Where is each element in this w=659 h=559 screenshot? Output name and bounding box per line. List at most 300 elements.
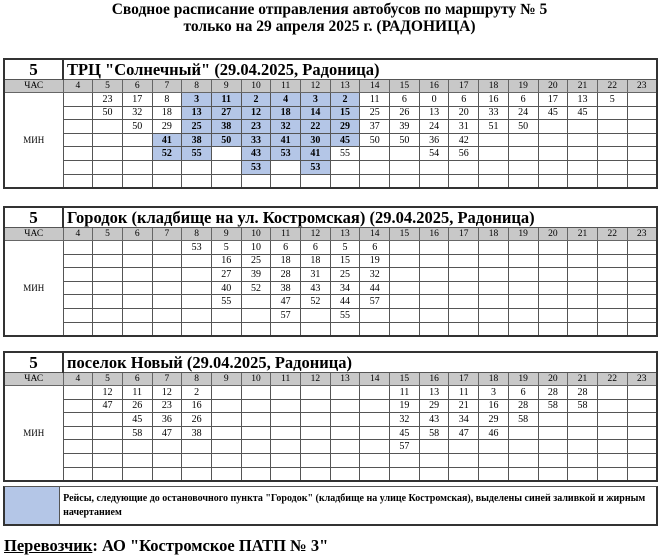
minute-cell: [390, 308, 420, 322]
hour-cell: 9: [211, 373, 241, 386]
hour-cell: 21: [568, 373, 598, 386]
minute-cell: [449, 440, 479, 454]
minute-cell: [93, 241, 123, 255]
minute-cell: 33: [241, 133, 271, 147]
minute-cell: 11: [360, 93, 390, 107]
minute-cell: [152, 440, 182, 454]
minute-cell: [330, 322, 360, 336]
minute-cell: 45: [568, 106, 598, 120]
hour-cell: 11: [271, 373, 301, 386]
minute-cell: [568, 440, 598, 454]
minute-cell: 47: [271, 295, 301, 309]
minute-cell: 38: [271, 281, 301, 295]
minute-cell: [479, 254, 509, 268]
minute-cell: [122, 440, 152, 454]
minutes-row: [4, 453, 657, 467]
minute-cell: [597, 120, 627, 134]
minute-cell: [93, 322, 123, 336]
minute-cell: 30: [301, 133, 331, 147]
minute-cell: [152, 295, 182, 309]
minute-cell: 25: [241, 254, 271, 268]
hour-cell: 18: [479, 373, 509, 386]
minute-cell: 29: [330, 120, 360, 134]
hour-label: ЧАС: [4, 373, 63, 386]
minute-cell: [301, 440, 331, 454]
hour-cell: 13: [330, 373, 360, 386]
minute-cell: [597, 426, 627, 440]
minute-cell: 58: [568, 399, 598, 413]
minute-cell: [271, 174, 301, 188]
minute-cell: [182, 281, 212, 295]
minute-cell: [419, 467, 449, 481]
minute-cell: 31: [301, 268, 331, 282]
minute-cell: [627, 93, 657, 107]
minute-cell: [182, 254, 212, 268]
minute-cell: [93, 281, 123, 295]
minute-cell: 2: [330, 93, 360, 107]
minute-cell: [627, 322, 657, 336]
minute-cell: [241, 322, 271, 336]
hour-cell: 5: [93, 80, 123, 93]
minute-cell: [508, 174, 538, 188]
hour-cell: 20: [538, 80, 568, 93]
minute-cell: [122, 254, 152, 268]
minute-cell: 57: [360, 295, 390, 309]
minute-cell: 32: [271, 120, 301, 134]
minute-cell: 46: [479, 426, 509, 440]
minute-cell: 13: [568, 93, 598, 107]
hour-cell: 4: [63, 80, 93, 93]
minute-cell: 36: [419, 133, 449, 147]
minute-cell: 24: [419, 120, 449, 134]
minutes-row: [4, 120, 657, 134]
minute-cell: [538, 295, 568, 309]
destination-title: ТРЦ "Солнечный" (29.04.2025, Радоница): [63, 59, 657, 80]
minute-cell: [93, 467, 123, 481]
minute-cell: [479, 241, 509, 255]
hour-cell: 10: [241, 373, 271, 386]
minute-cell: [597, 453, 627, 467]
minute-cell: 51: [479, 120, 509, 134]
minute-cell: [241, 413, 271, 427]
hour-cell: 17: [449, 373, 479, 386]
minute-cell: [597, 254, 627, 268]
minute-cell: 29: [419, 399, 449, 413]
minute-cell: [627, 160, 657, 174]
minute-cell: [538, 308, 568, 322]
minute-cell: 37: [360, 120, 390, 134]
hour-cell: 6: [122, 373, 152, 386]
minute-cell: [627, 308, 657, 322]
hour-cell: 7: [152, 373, 182, 386]
minute-cell: 57: [271, 308, 301, 322]
minute-cell: [479, 147, 509, 161]
minute-cell: [182, 268, 212, 282]
minute-cell: [538, 160, 568, 174]
minute-cell: [152, 241, 182, 255]
minute-cell: 4: [271, 93, 301, 107]
hour-cell: 18: [479, 80, 509, 93]
minute-cell: [627, 147, 657, 161]
minute-cell: [508, 241, 538, 255]
minute-cell: [568, 467, 598, 481]
minute-cell: [241, 399, 271, 413]
minute-cell: [627, 440, 657, 454]
minute-cell: [627, 281, 657, 295]
schedule-table-poselok-novy: [3, 351, 658, 482]
hour-cell: 21: [568, 228, 598, 241]
hour-cell: 12: [301, 373, 331, 386]
minute-cell: [211, 467, 241, 481]
minute-cell: 5: [330, 241, 360, 255]
minute-cell: [479, 467, 509, 481]
minute-cell: 28: [538, 386, 568, 400]
minute-cell: [271, 413, 301, 427]
minute-cell: [271, 467, 301, 481]
minute-cell: [241, 295, 271, 309]
minute-cell: [390, 268, 420, 282]
minute-cell: 50: [360, 133, 390, 147]
minute-cell: 25: [330, 268, 360, 282]
route-number: 5: [4, 352, 63, 373]
minute-cell: [449, 160, 479, 174]
minute-cell: 50: [390, 133, 420, 147]
minute-cell: [301, 426, 331, 440]
minute-cell: 11: [122, 386, 152, 400]
minute-cell: 32: [122, 106, 152, 120]
minute-cell: [597, 241, 627, 255]
minute-cell: 34: [330, 281, 360, 295]
hour-cell: 14: [360, 80, 390, 93]
minute-cell: [301, 453, 331, 467]
hour-cell: 16: [419, 373, 449, 386]
minute-cell: [211, 160, 241, 174]
minutes-row: [4, 106, 657, 120]
minute-cell: 50: [508, 120, 538, 134]
minute-cell: [330, 160, 360, 174]
hour-cell: 22: [597, 373, 627, 386]
minute-cell: [449, 453, 479, 467]
page-title: [0, 0, 659, 35]
minute-cell: [568, 281, 598, 295]
minute-cell: [360, 308, 390, 322]
minute-cell: 6: [449, 93, 479, 107]
minute-cell: 17: [538, 93, 568, 107]
minute-cell: 53: [241, 160, 271, 174]
hour-cell: 23: [627, 228, 657, 241]
schedule-table-gorodok: [3, 206, 658, 337]
hour-cell: 8: [182, 228, 212, 241]
minute-cell: 32: [360, 268, 390, 282]
minute-cell: [568, 413, 598, 427]
minute-cell: [93, 120, 123, 134]
minutes-row: [4, 281, 657, 295]
minute-cell: [122, 295, 152, 309]
minute-cell: [627, 426, 657, 440]
minute-cell: [301, 413, 331, 427]
minute-cell: [449, 268, 479, 282]
minute-cell: [597, 268, 627, 282]
minute-cell: 58: [419, 426, 449, 440]
minute-cell: [390, 241, 420, 255]
hour-cell: 22: [597, 80, 627, 93]
hour-cell: 15: [390, 80, 420, 93]
minute-cell: 28: [271, 268, 301, 282]
minute-cell: [627, 133, 657, 147]
minute-cell: [508, 147, 538, 161]
minute-cell: 34: [449, 413, 479, 427]
minute-cell: [330, 386, 360, 400]
minute-cell: 11: [449, 386, 479, 400]
minute-cell: [63, 93, 93, 107]
minute-cell: [419, 241, 449, 255]
hour-cell: 14: [360, 228, 390, 241]
minute-cell: 57: [390, 440, 420, 454]
hour-cell: 8: [182, 373, 212, 386]
minute-cell: [182, 308, 212, 322]
minute-cell: 31: [449, 120, 479, 134]
minute-cell: [360, 453, 390, 467]
minute-cell: [419, 174, 449, 188]
hour-cell: 4: [63, 228, 93, 241]
minute-cell: 25: [182, 120, 212, 134]
minute-cell: [449, 254, 479, 268]
minute-cell: [597, 308, 627, 322]
minute-cell: [568, 322, 598, 336]
legend: [3, 486, 658, 526]
destination-title: Городок (кладбище на ул. Костромская) (29.04.2025, Радоница): [63, 207, 657, 228]
minute-cell: 6: [301, 241, 331, 255]
hour-cell: 19: [508, 228, 538, 241]
minute-cell: [152, 281, 182, 295]
minute-cell: 13: [182, 106, 212, 120]
minute-cell: [508, 322, 538, 336]
minute-cell: [93, 295, 123, 309]
minute-cell: [330, 399, 360, 413]
minute-cell: 58: [538, 399, 568, 413]
minute-cell: [63, 440, 93, 454]
minute-cell: 3: [301, 93, 331, 107]
minute-cell: 55: [182, 147, 212, 161]
minute-cell: [479, 174, 509, 188]
minute-cell: 44: [360, 281, 390, 295]
minutes-label: МИН: [4, 386, 63, 482]
minute-cell: [627, 413, 657, 427]
minute-cell: [122, 453, 152, 467]
minute-cell: 2: [182, 386, 212, 400]
minute-cell: 52: [241, 281, 271, 295]
minutes-row: [4, 295, 657, 309]
minute-cell: 0: [419, 93, 449, 107]
minute-cell: [211, 386, 241, 400]
carrier-sep: :: [92, 536, 98, 555]
minute-cell: [241, 174, 271, 188]
minute-cell: [63, 322, 93, 336]
minute-cell: [93, 174, 123, 188]
minute-cell: 27: [211, 106, 241, 120]
minute-cell: 38: [182, 133, 212, 147]
minute-cell: [449, 295, 479, 309]
minute-cell: [122, 174, 152, 188]
minute-cell: [63, 295, 93, 309]
minute-cell: 6: [360, 241, 390, 255]
minute-cell: 27: [211, 268, 241, 282]
minute-cell: 6: [271, 241, 301, 255]
minute-cell: 39: [390, 120, 420, 134]
minutes-row: [4, 399, 657, 413]
minute-cell: 6: [508, 386, 538, 400]
hour-cell: 9: [211, 228, 241, 241]
hour-cell: 7: [152, 228, 182, 241]
minute-cell: 42: [449, 133, 479, 147]
minute-cell: [449, 174, 479, 188]
minute-cell: [63, 147, 93, 161]
minute-cell: [479, 308, 509, 322]
minute-cell: [449, 322, 479, 336]
minute-cell: [241, 386, 271, 400]
minute-cell: 47: [449, 426, 479, 440]
minute-cell: [63, 160, 93, 174]
minute-cell: 58: [122, 426, 152, 440]
minute-cell: 47: [93, 399, 123, 413]
minutes-row: [4, 322, 657, 336]
minute-cell: [419, 254, 449, 268]
minute-cell: [568, 426, 598, 440]
minute-cell: 15: [330, 254, 360, 268]
hour-cell: 13: [330, 228, 360, 241]
minute-cell: [330, 413, 360, 427]
hour-header-row: [4, 373, 657, 386]
minute-cell: [122, 322, 152, 336]
minute-cell: 23: [152, 399, 182, 413]
minute-cell: [93, 440, 123, 454]
minutes-row: [4, 268, 657, 282]
legend-swatch: [5, 487, 60, 524]
minute-cell: 29: [479, 413, 509, 427]
hour-cell: 13: [330, 80, 360, 93]
minute-cell: 38: [182, 426, 212, 440]
minute-cell: 10: [241, 241, 271, 255]
minute-cell: 58: [508, 413, 538, 427]
minute-cell: [508, 467, 538, 481]
hour-cell: 16: [419, 228, 449, 241]
minute-cell: [479, 160, 509, 174]
minute-cell: [241, 467, 271, 481]
minute-cell: [627, 106, 657, 120]
hour-header-row: [4, 228, 657, 241]
route-number: 5: [4, 59, 63, 80]
hour-cell: 21: [568, 80, 598, 93]
minute-cell: [211, 322, 241, 336]
minute-cell: 18: [152, 106, 182, 120]
minute-cell: [63, 241, 93, 255]
minute-cell: 38: [211, 120, 241, 134]
minute-cell: 16: [211, 254, 241, 268]
minute-cell: [211, 440, 241, 454]
minute-cell: 50: [211, 133, 241, 147]
minute-cell: [568, 133, 598, 147]
minute-cell: 53: [182, 241, 212, 255]
minute-cell: [597, 399, 627, 413]
minute-cell: [63, 399, 93, 413]
minute-cell: 18: [301, 254, 331, 268]
minute-cell: 28: [508, 399, 538, 413]
minute-cell: 29: [152, 120, 182, 134]
minute-cell: [182, 160, 212, 174]
minute-cell: [63, 308, 93, 322]
minute-cell: [301, 386, 331, 400]
minute-cell: 17: [122, 93, 152, 107]
minute-cell: [301, 467, 331, 481]
minute-cell: 41: [271, 133, 301, 147]
minute-cell: [122, 308, 152, 322]
minute-cell: [63, 281, 93, 295]
minute-cell: 40: [211, 281, 241, 295]
minute-cell: 12: [93, 386, 123, 400]
minute-cell: [390, 467, 420, 481]
minute-cell: [93, 453, 123, 467]
minute-cell: 53: [271, 147, 301, 161]
minute-cell: [241, 453, 271, 467]
minute-cell: [538, 254, 568, 268]
hour-header-row: [4, 80, 657, 93]
minute-cell: [93, 268, 123, 282]
route-number: 5: [4, 207, 63, 228]
minute-cell: 53: [301, 160, 331, 174]
minute-cell: [479, 322, 509, 336]
minute-cell: [508, 281, 538, 295]
minute-cell: [568, 295, 598, 309]
minute-cell: 26: [390, 106, 420, 120]
minute-cell: 11: [211, 93, 241, 107]
minutes-row: [4, 440, 657, 454]
hour-cell: 5: [93, 373, 123, 386]
minute-cell: 41: [301, 147, 331, 161]
hour-cell: 6: [122, 228, 152, 241]
minute-cell: [538, 440, 568, 454]
minute-cell: [390, 453, 420, 467]
minute-cell: 2: [241, 93, 271, 107]
minutes-row: [4, 241, 657, 255]
minute-cell: 8: [152, 93, 182, 107]
minute-cell: [597, 174, 627, 188]
minute-cell: [390, 295, 420, 309]
minute-cell: [568, 174, 598, 188]
hour-cell: 9: [211, 80, 241, 93]
minute-cell: [271, 160, 301, 174]
minute-cell: 20: [449, 106, 479, 120]
minute-cell: [182, 174, 212, 188]
minute-cell: [419, 308, 449, 322]
minute-cell: [63, 268, 93, 282]
minutes-row: [4, 174, 657, 188]
minute-cell: [419, 295, 449, 309]
minute-cell: 23: [241, 120, 271, 134]
minute-cell: [419, 440, 449, 454]
minute-cell: [479, 281, 509, 295]
minute-cell: [122, 147, 152, 161]
minute-cell: 43: [419, 413, 449, 427]
minute-cell: [479, 133, 509, 147]
minute-cell: [152, 467, 182, 481]
minute-cell: [538, 453, 568, 467]
minute-cell: [568, 241, 598, 255]
minute-cell: [597, 440, 627, 454]
minutes-row: [4, 93, 657, 107]
legend-text: Рейсы, следующие до остановочного пункта "Городок" (кладбище на улице Костромская), выделены синей заливкой и жирным начертанием: [63, 493, 646, 518]
minute-cell: [63, 426, 93, 440]
minutes-row: [4, 133, 657, 147]
